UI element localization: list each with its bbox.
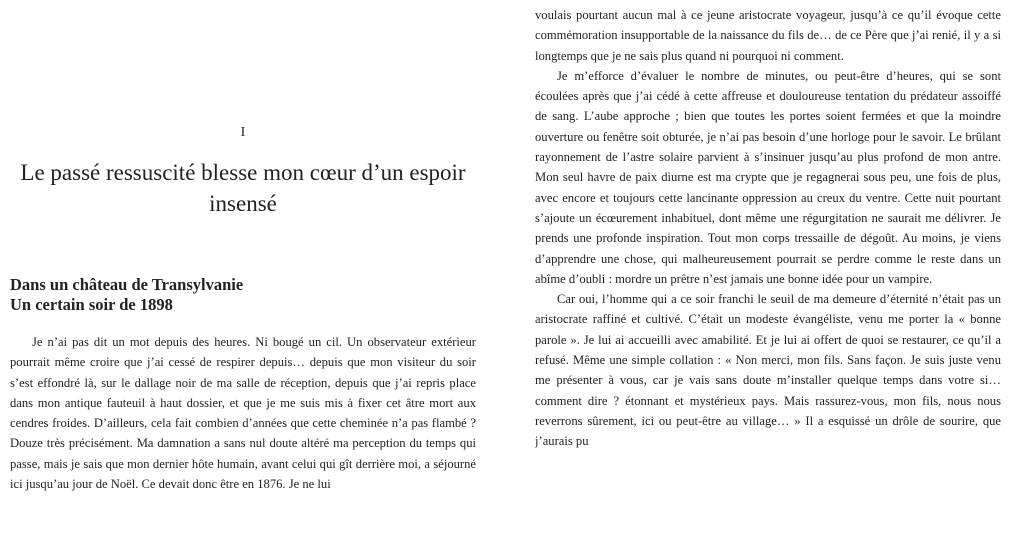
left-page (10, 0, 476, 543)
paragraph: Car oui, l’homme qui a ce soir franchi le seuil de ma demeure d’éternité n’était pas un aristocrate raffiné et cultivé. C’était un modeste évangéliste, venu me porter la « bonne parole ». Je lui ai accueilli avec amabilité. Et je lui ai offert de quoi se restaurer, ce qu’il a refusé. Même une simple collation : « Non merci, mon fils. Sans façon. Je suis juste venu me présenter à vous, car je vais sans doute m’installer quelque temps dans votre si… comment dire ? étonnant et mystérieux pays. Mais rassurez-vous, mon fils, nous nous reverrons sûrement, ici ou peut-être au village… » Il a esquissé un drôle de sourire, que j’aurais pu (535, 292, 1001, 449)
section-heading-place: Dans un château de Transylvanie (10, 275, 244, 294)
right-page (535, 0, 1001, 543)
left-body-text (10, 332, 476, 494)
section-heading (10, 275, 476, 315)
right-body-text (535, 5, 1001, 452)
section-heading-date: Un certain soir de 1898 (10, 295, 173, 314)
paragraph-continuation: voulais pourtant aucun mal à ce jeune aristocrate voyageur, jusqu’à ce qu’il évoque cette commémoration insupportable de la naissance du fils de… de ce Père que j’ai renié, il y a si longtemps que je ne sais plus quand ni pourquoi ni comment. (535, 8, 1001, 63)
chapter-title: Le passé ressuscité blesse mon cœur d’un espoir insensé (20, 160, 466, 216)
paragraph: Je n’ai pas dit un mot depuis des heures. Ni bougé un cil. Un observateur extérieur pourrait même croire que j’ai cessé de respirer depuis… depuis que mon visiteur du soir s’est effondré là, sur le dallage noir de ma salle de réception, depuis que j’ai repris place dans mon antique fauteuil à haut dossier, et que je me suis mis à fixer cet âtre mort aux cendres froides. D’ailleurs, cela fait combien d’années que cette cheminée n’a pas flambé ? Douze très précisément. Ma damnation a sans nul doute altéré ma perception du temps qui passe, mais je sais que mon dernier hôte humain, avant celui qui gît derrière moi, a séjourné ici jusqu’au jour de Noël. Ce devait donc être en 1876. Je ne lui (10, 335, 476, 492)
chapter-number: I (240, 125, 246, 140)
paragraph: Je m’efforce d’évaluer le nombre de minutes, ou peut-être d’heures, qui se sont écoulées après que j’ai cédé à cette affreuse et douloureuse tentation du prédateur assoiffé de sang. L’aube approche ; bien que toutes les portes soient fermées et que la moindre ouverture ou fenêtre soit obturée, je n’ai pas besoin d’une horloge pour le savoir. Le brûlant rayonnement de l’astre solaire parvient à s’insinuer jusqu’au plus profond de mon antre. Mon seul havre de paix diurne est ma crypte que je regagnerai sous peu, une fois de plus, avec encore et toujours cette lancinante oppression au creux du ventre. Cette nuit pourtant s’ajoute un écœurement inhabituel, dont même une régurgitation ne saurait me délivrer. Je prends une profonde inspiration. Tout mon corps tressaille de dégoût. Au moins, je viens d’apprendre une chose, qui malheureusement pourrait se perdre comme le reste dans un abîme d’oubli : mordre un prêtre n’est jamais une bonne idée pour un vampire. (535, 68, 1001, 286)
